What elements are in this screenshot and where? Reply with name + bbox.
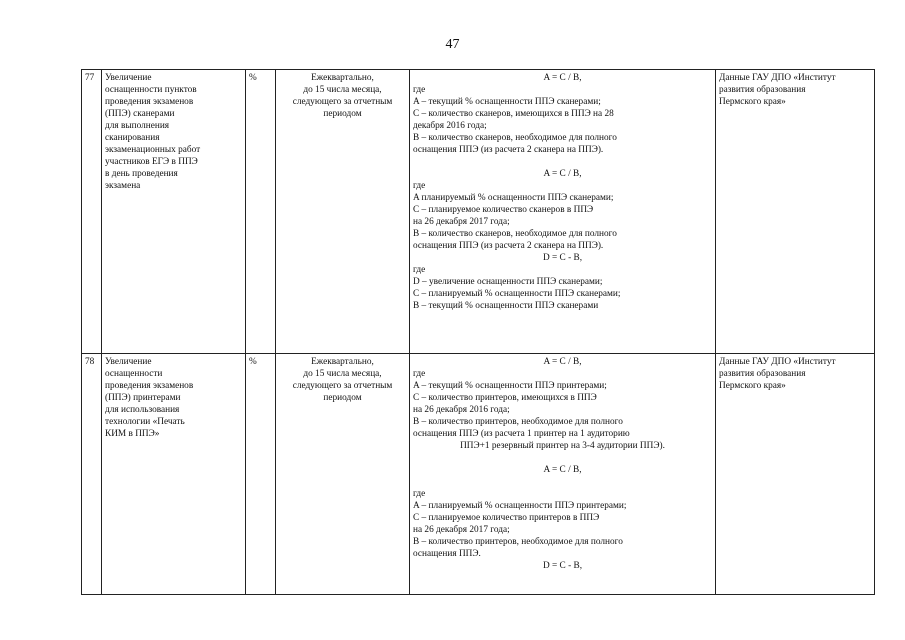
row-number: 77 — [82, 70, 102, 354]
unit-cell: % — [246, 354, 276, 595]
unit-cell: % — [246, 70, 276, 354]
table-row — [82, 70, 875, 354]
data-source-cell: Данные ГАУ ДПО «Институт развития образования Пермского края» — [716, 354, 875, 595]
frequency-cell: Ежеквартально, до 15 числа месяца, следующего за отчетным периодом — [276, 354, 410, 595]
indicator-name: Увеличение оснащенности пунктов проведения экзаменов (ППЭ) сканерами для выполнения сканирования экзаменационных работ участников ЕГЭ в ППЭ в день проведения экзамена — [102, 70, 246, 354]
row-number: 78 — [82, 354, 102, 595]
page-number: 47 — [445, 37, 460, 52]
formula-cell: A = C / B, где A – текущий % оснащенности ППЭ сканерами; C – количество сканеров, имеющихся в ППЭ на 28 декабря 2016 года; B – количество сканеров, необходимое для полного оснащения ППЭ (из расчета 2 сканера на ППЭ). A = C / B, где A планируемый % оснащенности ППЭ сканерами; C – планируемое количество сканеров в ППЭ на 26 декабря 2017 года; B – количество сканеров, необходимое для полного оснащения ППЭ (из расчета 2 сканера на ППЭ). D = C - B, где D – увеличение оснащенности ППЭ сканерами; C – планируемый % оснащенности ППЭ сканерами; B – текущий % оснащенности ППЭ сканерами — [410, 70, 716, 354]
table-row — [82, 354, 875, 595]
indicators-table — [81, 69, 875, 595]
frequency-cell: Ежеквартально, до 15 числа месяца, следующего за отчетным периодом — [276, 70, 410, 354]
indicator-name: Увеличение оснащенности проведения экзаменов (ППЭ) принтерами для использования технологии «Печать КИМ в ППЭ» — [102, 354, 246, 595]
formula-cell: A = C / B, где A – текущий % оснащенности ППЭ принтерами; C – количество принтеров, имеющихся в ППЭ на 26 декабря 2016 года; B – количество принтеров, необходимое для полного оснащения ППЭ (из расчета 1 принтер на 1 аудиторию ППЭ+1 резервный принтер на 3-4 аудитории ППЭ). A = C / B, где A – планируемый % оснащенности ППЭ принтерами; C – планируемое количество принтеров в ППЭ на 26 декабря 2017 года; B – количество принтеров, необходимое для полного оснащения ППЭ. D = C - B, — [410, 354, 716, 595]
data-source-cell: Данные ГАУ ДПО «Институт развития образования Пермского края» — [716, 70, 875, 354]
